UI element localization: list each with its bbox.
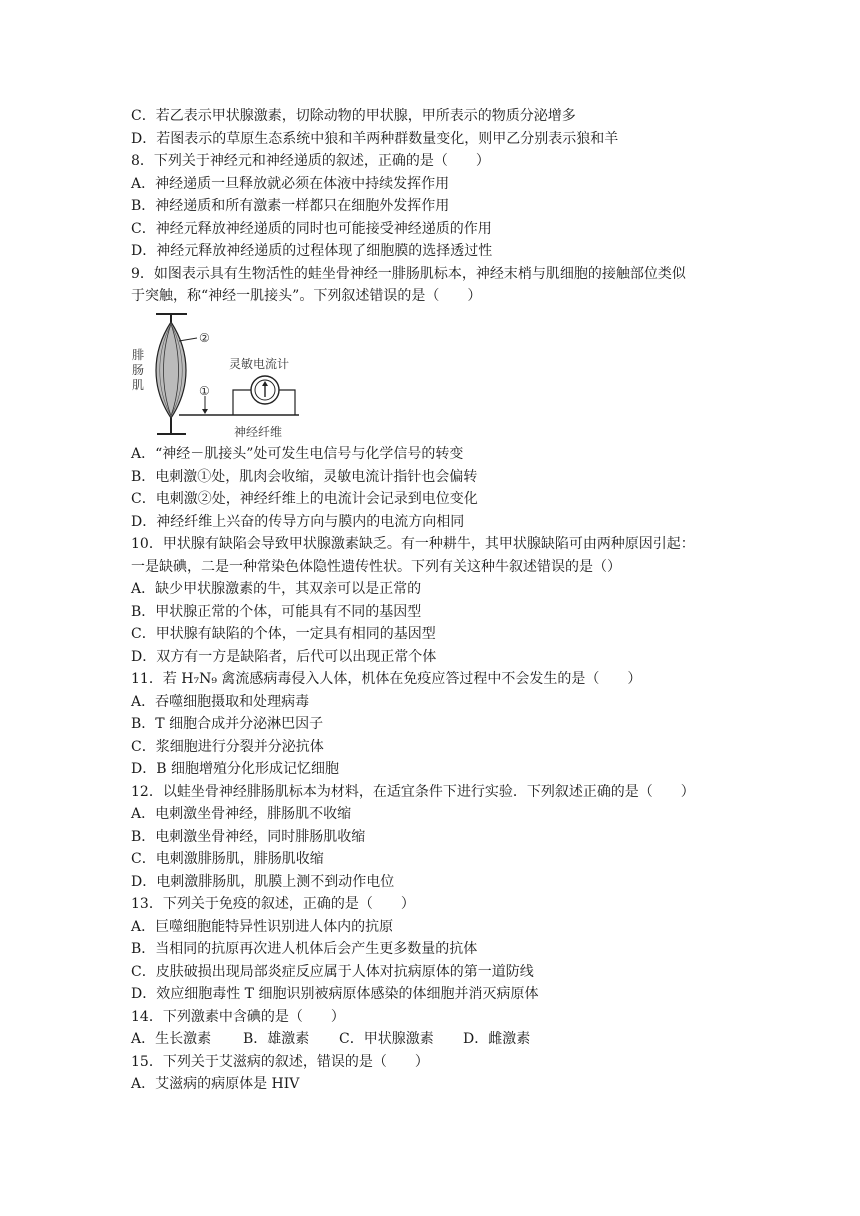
q14-option-a: A．生长激素 xyxy=(131,1031,212,1047)
q10-option-c: C．甲状腺有缺陷的个体，一定具有相同的基因型 xyxy=(131,626,436,642)
q8-stem: 8．下列关于神经元和神经递质的叙述，正确的是（ ） xyxy=(131,153,490,169)
marker-1: ① xyxy=(199,384,210,398)
q12-option-d: D．电刺激腓肠肌，肌膜上测不到动作电位 xyxy=(131,874,395,890)
q10-stem-line2: 一是缺碘，二是一种常染色体隐性遗传性状。下列有关这种牛叙述错误的是（） xyxy=(131,559,621,575)
q8-option-b: B．神经递质和所有激素一样都只在细胞外发挥作用 xyxy=(131,198,450,214)
q14-options xyxy=(131,1028,530,1050)
q13-option-b: B．当相同的抗原再次进人机体后会产生更多数量的抗体 xyxy=(131,941,478,957)
q9-option-a: A．“神经－肌接头”处可发生电信号与化学信号的转变 xyxy=(131,446,464,462)
q7-option-c: C．若乙表示甲状腺激素，切除动物的甲状腺，甲所表示的物质分泌增多 xyxy=(131,108,576,124)
q14-option-d: D．雌激素 xyxy=(463,1031,531,1047)
q9-stem-line2: 于突触，称“神经一肌接头”。下列叙述错误的是（ ） xyxy=(131,288,482,304)
q9-option-c: C．电刺激②处，神经纤维上的电流计会记录到电位变化 xyxy=(131,491,478,507)
q11-option-a: A．吞噬细胞摄取和处理病毒 xyxy=(131,694,310,710)
q13-option-a: A．巨噬细胞能特异性识别进人体内的抗原 xyxy=(131,919,394,935)
q11-option-d: D．B 细胞增殖分化形成记忆细胞 xyxy=(131,761,339,777)
q12-stem: 12．以蛙坐骨神经腓肠肌标本为材料，在适宜条件下进行实验．下列叙述正确的是（ ） xyxy=(131,784,695,800)
q13-option-d: D．效应细胞毒性 T 细胞识别被病原体感染的体细胞并消灭病原体 xyxy=(131,986,539,1002)
q9-stem-line1: 9．如图表示具有生物活性的蛙坐骨神经一腓肠肌标本，神经末梢与肌细胞的接触部位类似 xyxy=(131,266,686,282)
q11-stem: 11．若 H₇N₉ 禽流感病毒侵入人体，机体在免疫应答过程中不会发生的是（ ） xyxy=(131,671,642,687)
marker-2: ② xyxy=(199,331,210,345)
q13-option-c: C．皮肤破损出现局部炎症反应属于人体对抗病原体的第一道防线 xyxy=(131,964,534,980)
q14-option-c: C．甲状腺激素 xyxy=(339,1031,434,1047)
meter-label: 灵敏电流计 xyxy=(229,357,290,371)
nerve-label: 神经纤维 xyxy=(234,425,283,439)
q12-option-c: C．电刺激腓肠肌，腓肠肌收缩 xyxy=(131,851,324,867)
q10-stem-line1: 10．甲状腺有缺陷会导致甲状腺激素缺乏。有一种耕牛，其甲状腺缺陷可由两种原因引起： xyxy=(131,536,695,552)
q14-option-b: B．雄激素 xyxy=(243,1031,310,1047)
q11-option-b: B．T 细胞合成并分泌淋巴因子 xyxy=(131,716,324,732)
q8-option-a: A．神经递质一旦释放就必须在体液中持续发挥作用 xyxy=(131,176,450,192)
q10-option-d: D．双方有一方是缺陷者，后代可以出现正常个体 xyxy=(131,649,437,665)
muscle-label: 腓肠肌 xyxy=(131,348,144,392)
q7-option-d: D．若图表示的草原生态系统中狼和羊两种群数量变化，则甲乙分别表示狼和羊 xyxy=(131,131,619,147)
q12-option-a: A．电刺激坐骨神经，腓肠肌不收缩 xyxy=(131,806,352,822)
q10-option-a: A．缺少甲状腺激素的牛，其双亲可以是正常的 xyxy=(131,581,422,597)
q15-stem: 15．下列关于艾滋病的叙述，错误的是（ ） xyxy=(131,1054,429,1070)
q9-option-d: D．神经纤维上兴奋的传导方向与膜内的电流方向相同 xyxy=(131,514,465,530)
q13-stem: 13．下列关于免疫的叙述，正确的是（ ） xyxy=(131,896,415,912)
q15-option-a: A．艾滋病的病原体是 HIV xyxy=(131,1076,300,1092)
q11-option-c: C．浆细胞进行分裂并分泌抗体 xyxy=(131,739,324,755)
q8-option-d: D．神经元释放神经递质的过程体现了细胞膜的选择透过性 xyxy=(131,243,493,259)
q9-option-b: B．电刺激①处，肌肉会收缩，灵敏电流计指针也会偏转 xyxy=(131,469,478,485)
q12-option-b: B．电刺激坐骨神经，同时腓肠肌收缩 xyxy=(131,829,366,845)
figure-labels xyxy=(131,308,311,448)
q14-stem: 14．下列激素中含碘的是（ ） xyxy=(131,1009,345,1025)
nerve-muscle-figure xyxy=(131,308,311,448)
q10-option-b: B．甲状腺正常的个体，可能具有不同的基因型 xyxy=(131,604,422,620)
q8-option-c: C．神经元释放神经递质的同时也可能接受神经递质的作用 xyxy=(131,221,492,237)
